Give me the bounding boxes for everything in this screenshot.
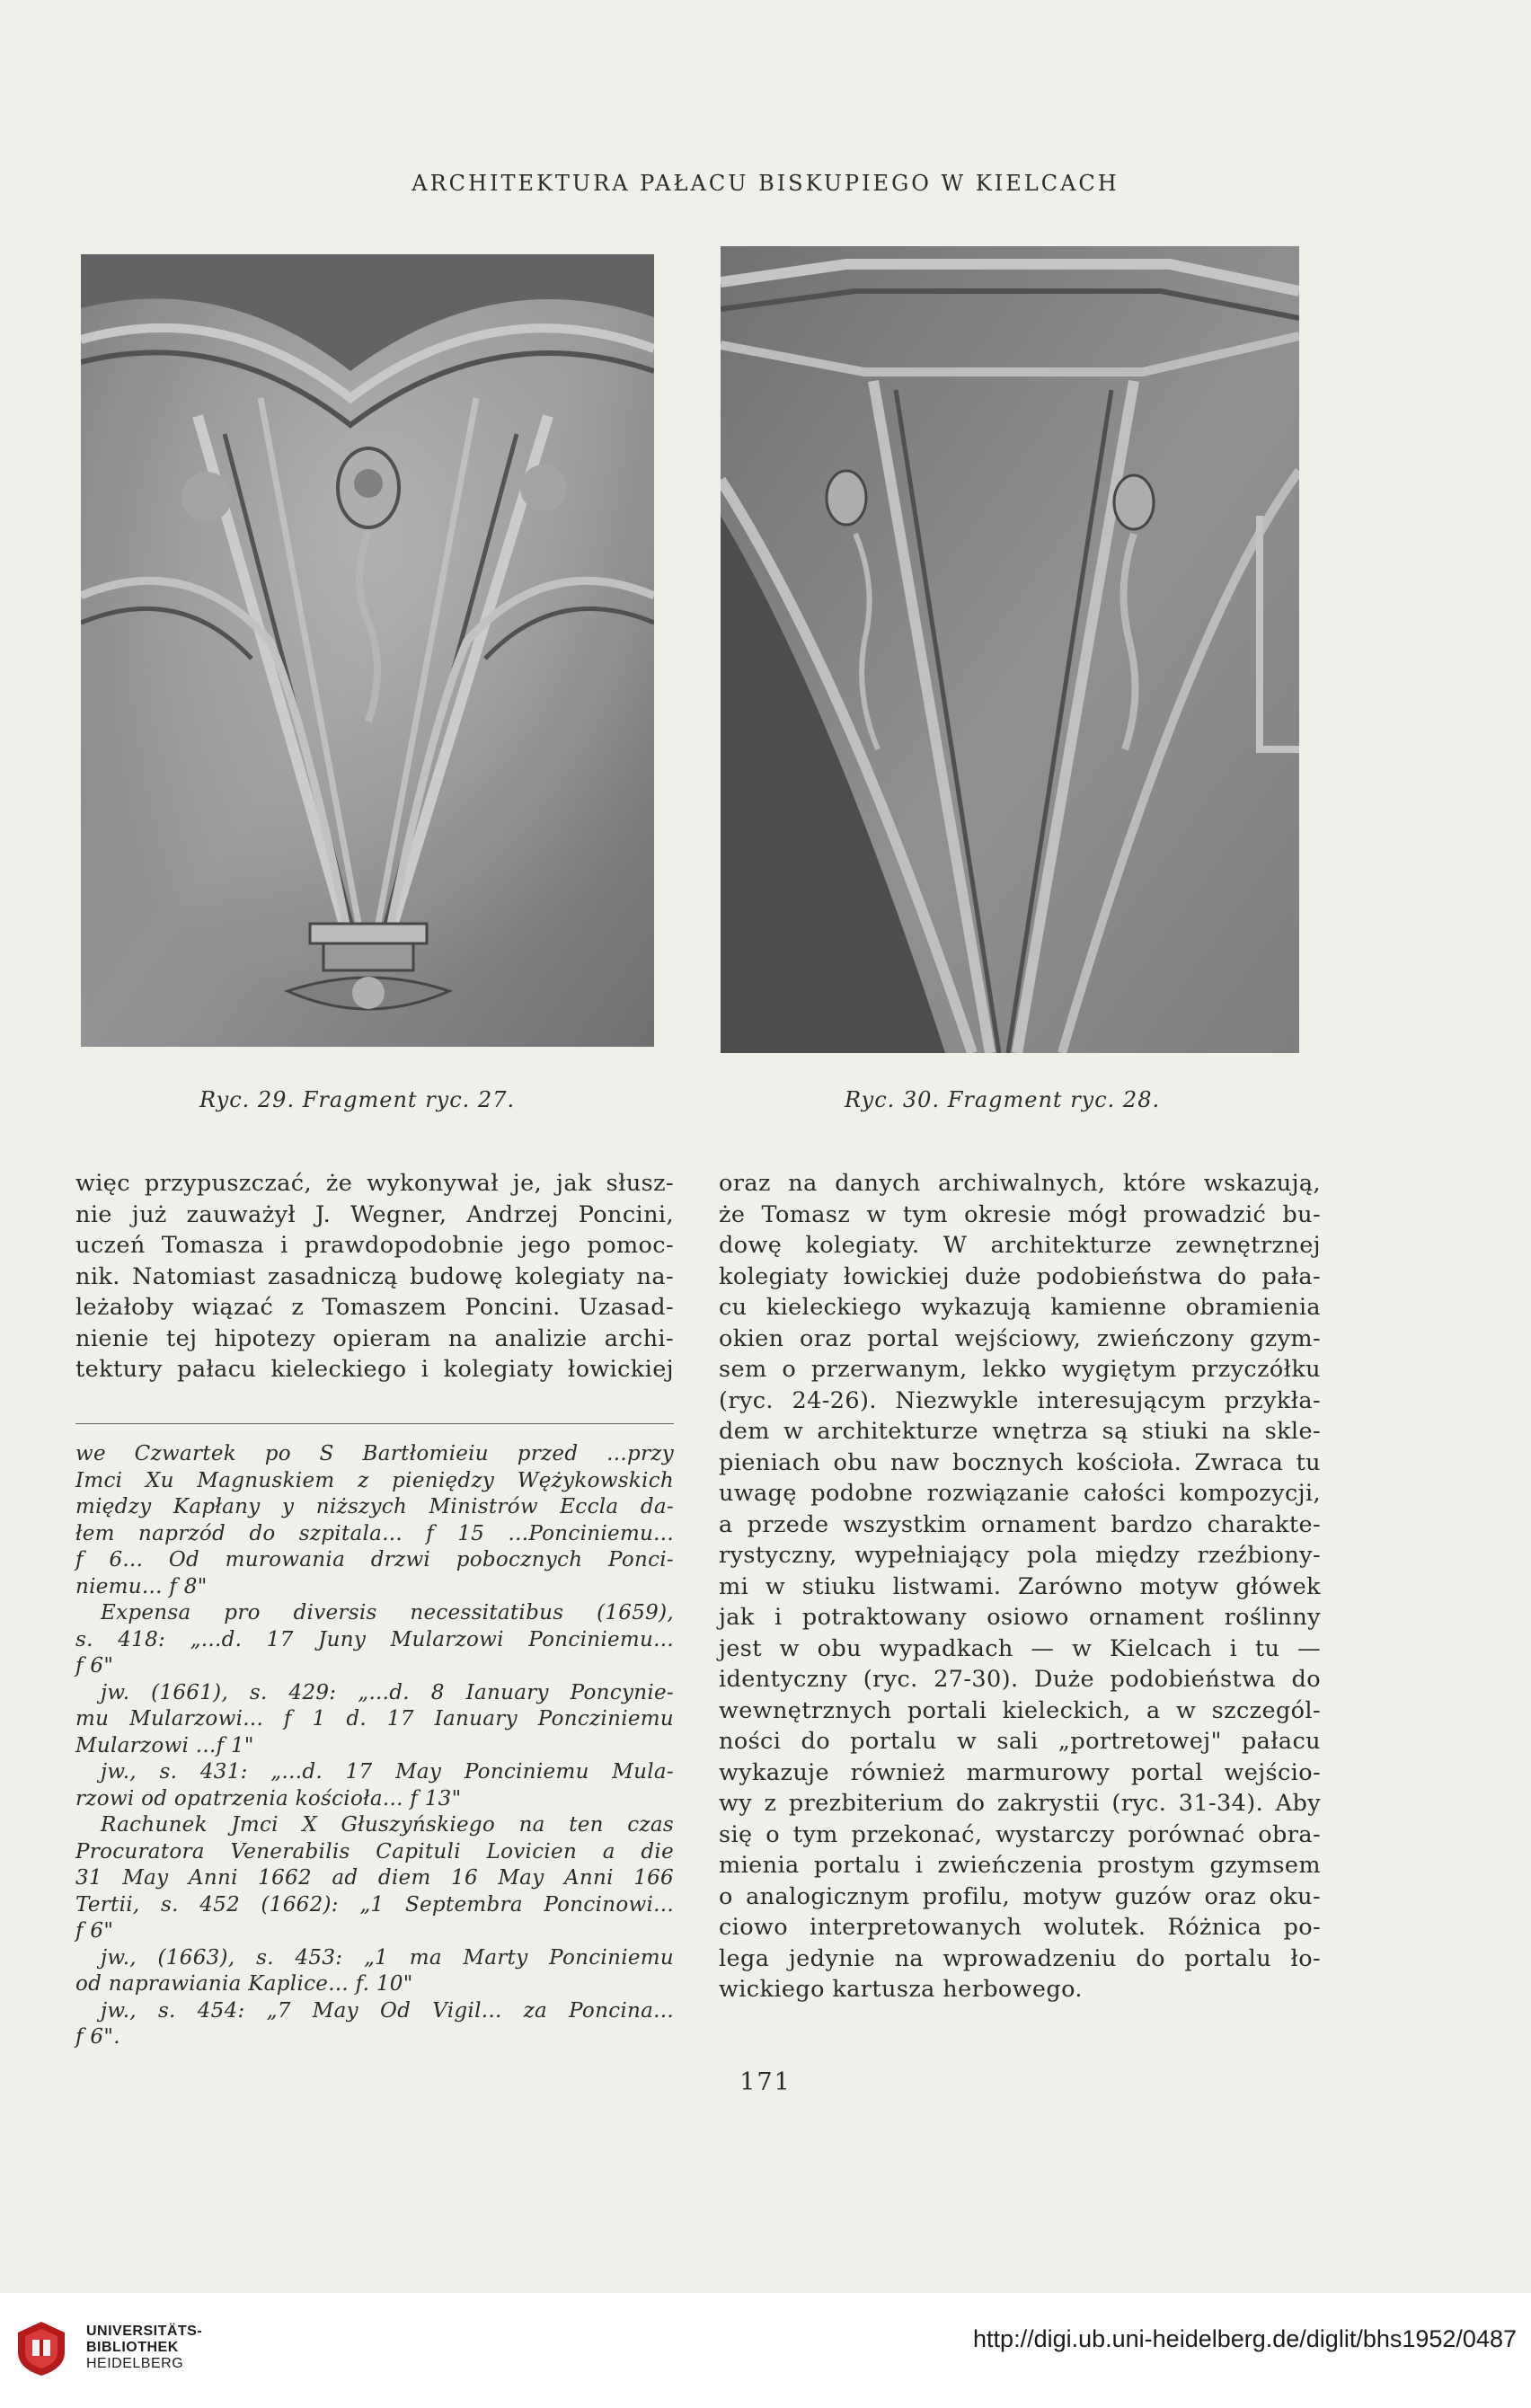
footnote-line: s. 418: „...d. 17 Juny Mularzowi Ponciniemu... xyxy=(75,1627,674,1651)
text-line: więc przypuszczać, że wykonywał je, jak słusz- xyxy=(75,1170,674,1197)
footnote-line: jw. (1661), s. 429: „...d. 8 Ianuary Poncynie- xyxy=(101,1680,674,1704)
library-name-line: HEIDELBERG xyxy=(86,2356,184,2371)
footnotes xyxy=(75,1441,674,2051)
footnote-line: mu Mularzowi... f 1 d. 17 Ianuary Poncziniemu xyxy=(75,1707,674,1731)
library-name-line: UNIVERSITÄTS- xyxy=(86,2324,203,2339)
text-line: wykazuje również marmurowy portal wejścio- xyxy=(719,1758,1321,1786)
footnote-line: 31 May Anni 1662 ad diem 16 May Anni 166 xyxy=(75,1866,674,1890)
text-line: o analogicznym profilu, motyw guzów oraz oku- xyxy=(719,1882,1321,1910)
text-line: nik. Natomiast zasadniczą budowę kolegiaty na- xyxy=(75,1262,674,1290)
text-line: wickiego kartusza herbowego. xyxy=(719,1976,1083,2003)
footnote-line: f 6". xyxy=(75,2025,120,2049)
text-line: się o tym przekonać, wystarczy porównać obra- xyxy=(719,1820,1321,1848)
footnote-line: Expensa pro diversis necessitatibus (1659), xyxy=(101,1601,674,1625)
footnote-line: jw., s. 431: „...d. 17 May Ponciniemu Mula- xyxy=(101,1760,674,1784)
permalink-url[interactable]: http://digi.ub.uni-heidelberg.de/diglit/bhs1952/0487 xyxy=(973,2325,1517,2352)
left-column-body xyxy=(75,1168,674,1385)
text-line: ciowo interpretowanych wolutek. Różnica po- xyxy=(719,1914,1321,1941)
text-line: a przede wszystkim ornament bardzo charakte- xyxy=(719,1510,1321,1538)
text-line: dem w architekturze wnętrza są stiuki na skle- xyxy=(719,1418,1321,1445)
text-line: rystyczny, wypełniający pola między rzeźbiony- xyxy=(719,1542,1321,1569)
footnote-line: rzowi od opatrzenia kościoła... f 13" xyxy=(75,1786,462,1810)
text-line: ności do portalu w sali „portretowej" pałacu xyxy=(719,1728,1321,1755)
library-logo-icon xyxy=(16,2320,66,2377)
text-line: uwagę podobne rozwiązanie całości kompozycji, xyxy=(719,1480,1321,1507)
footnote-line: Rachunek Jmci X Głuszyńskiego na ten czas xyxy=(101,1813,674,1837)
footnote-line: Tertii, s. 452 (1662): „1 Septembra Poncinowi... xyxy=(75,1892,674,1917)
text-line: okien oraz portal wejściowy, zwieńczony gzym- xyxy=(719,1324,1321,1352)
figure-30-photo xyxy=(721,246,1299,1053)
footnote-line: jw., s. 454: „7 May Od Vigil... za Poncina... xyxy=(101,1998,674,2023)
text-line: leżałoby wiązać z Tomaszem Poncini. Uzasad- xyxy=(75,1294,674,1321)
text-line: sem o przerwanym, lekko wygiętym przyczółku xyxy=(719,1356,1321,1383)
footnote-line: f 6... Od murowania drzwi pobocznych Ponci- xyxy=(75,1548,674,1571)
footnote-line: od naprawiania Kaplice... f. 10" xyxy=(75,1972,413,1996)
text-line: nienie tej hipotezy opieram na analizie archi- xyxy=(75,1324,674,1352)
text-line: że Tomasz w tym okresie mógł prowadzić bu- xyxy=(719,1200,1321,1228)
footnote-line: f 6" xyxy=(75,1919,114,1943)
text-line: oraz na danych archiwalnych, które wskazują, xyxy=(719,1170,1321,1197)
footnote-line: niemu... f 8" xyxy=(75,1574,208,1598)
text-line: pieniach obu naw bocznych kościoła. Zwraca tu xyxy=(719,1448,1321,1476)
figure-30-caption: Ryc. 30. Fragment ryc. 28. xyxy=(845,1087,1161,1112)
figure-29-caption: Ryc. 29. Fragment ryc. 27. xyxy=(199,1087,516,1112)
text-line: dowę kolegiaty. W architekturze zewnętrznej xyxy=(719,1232,1321,1259)
running-head: ARCHITEKTURA PAŁACU BISKUPIEGO W KIELCACH xyxy=(412,171,1119,196)
right-column-body xyxy=(719,1168,1321,2005)
text-line: lega jedynie na wprowadzeniu do portalu ło- xyxy=(719,1944,1321,1972)
text-line: tektury pałacu kieleckiego i kolegiaty łowickiej xyxy=(75,1356,674,1383)
text-line: wewnętrznych portali kieleckich, a w szczegól- xyxy=(719,1696,1321,1724)
figure-29-photo xyxy=(81,254,654,1047)
footnote-line: jw., (1663), s. 453: „1 ma Marty Ponciniemu xyxy=(101,1945,674,1970)
page-number: 171 xyxy=(739,2068,792,2096)
footnote-line: między Kapłany y niższych Ministrów Eccla da- xyxy=(75,1495,674,1518)
text-line: uczeń Tomasza i prawdopodobnie jego pomoc- xyxy=(75,1232,674,1259)
text-line: nie już zauważył J. Wegner, Andrzej Poncini, xyxy=(75,1200,674,1228)
text-line: cu kieleckiego wykazują kamienne obramienia xyxy=(719,1294,1321,1321)
footnote-line: f 6" xyxy=(75,1654,114,1678)
footnote-line: Imci Xu Magnuskiem z pieniędzy Wężykowskich xyxy=(75,1468,674,1492)
text-line: (ryc. 24-26). Niezwykle interesującym przykła- xyxy=(719,1386,1321,1414)
footnote-line: łem naprzód do szpitala... f 15 ...Ponciniemu... xyxy=(75,1521,674,1545)
text-line: wy z prezbiterium do zakrystii (ryc. 31-34). Aby xyxy=(719,1790,1321,1817)
footnote-divider xyxy=(75,1423,674,1424)
text-line: mi w stiuku listwami. Zarówno motyw główek xyxy=(719,1572,1321,1600)
text-line: mienia portalu i zwieńczenia prostym gzymsem xyxy=(719,1852,1321,1879)
footnote-line: we Czwartek po S Bartłomieiu przed ...przy xyxy=(75,1442,674,1465)
text-line: kolegiaty łowickiej duże podobieństwa do pała- xyxy=(719,1262,1321,1290)
library-name xyxy=(86,2324,202,2372)
library-name-line: BIBLIOTHEK xyxy=(86,2340,179,2355)
footnote-line: Mularzowi ...f 1" xyxy=(75,1733,254,1757)
text-line: jest w obu wypadkach — w Kielcach i tu — xyxy=(719,1634,1321,1662)
footnote-line: Procuratora Venerabilis Capituli Lovicien a die xyxy=(75,1839,674,1864)
text-line: identyczny (ryc. 27-30). Duże podobieństwa do xyxy=(719,1666,1321,1693)
text-line: jak i potraktowany osiowo ornament roślinny xyxy=(719,1604,1321,1631)
